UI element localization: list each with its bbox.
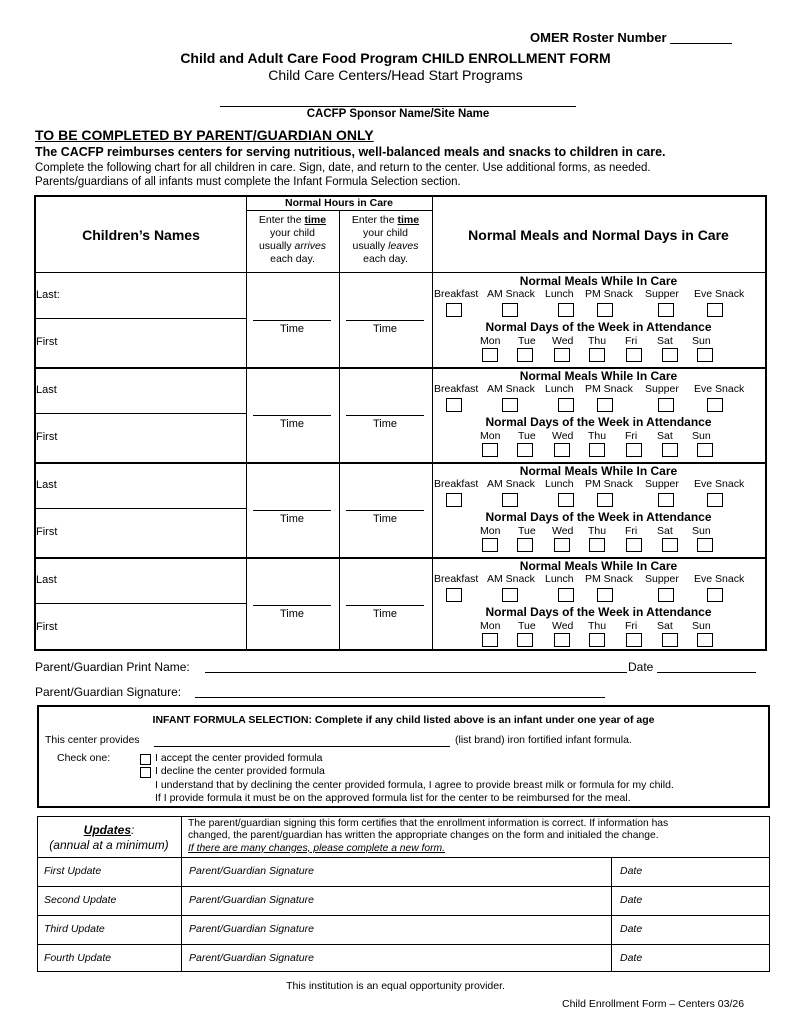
sponsor-name-field[interactable] — [220, 106, 576, 107]
meal-label: Supper — [645, 478, 679, 490]
header-arrives: Enter the time your child usually arrives each day. — [258, 214, 327, 265]
meal-checkbox[interactable] — [597, 588, 613, 602]
meal-checkbox[interactable] — [707, 303, 723, 317]
last-name-field[interactable] — [36, 318, 246, 319]
decline-checkbox[interactable] — [140, 767, 151, 778]
day-label: Sun — [692, 430, 711, 442]
day-label: Fri — [625, 620, 638, 632]
update-label: First Update — [44, 865, 102, 877]
updates-table — [37, 816, 770, 972]
infant-formula-title: INFANT FORMULA SELECTION: Complete if any child listed above is an infant under one year of age — [152, 714, 655, 726]
form-title: Child and Adult Care Food Program CHILD ENROLLMENT FORM — [180, 50, 611, 66]
last-name-label: Last: — [36, 289, 60, 301]
last-name-field[interactable] — [36, 508, 246, 509]
equal-opportunity-statement: This institution is an equal opportunity provider. — [286, 980, 505, 992]
last-name-label: Last — [36, 574, 57, 586]
day-checkbox[interactable] — [517, 538, 533, 552]
day-label: Wed — [552, 620, 574, 632]
roster-number-field[interactable] — [670, 32, 732, 44]
meal-label: Breakfast — [434, 288, 479, 300]
meal-label: PM Snack — [585, 478, 633, 490]
day-checkbox[interactable] — [589, 538, 605, 552]
updates-title: Updates: — [83, 823, 135, 837]
arrive-time-label: Time — [279, 513, 305, 525]
update-row-divider — [38, 886, 769, 887]
meal-checkbox[interactable] — [446, 303, 462, 317]
update-signature-field[interactable]: Parent/Guardian Signature — [189, 894, 314, 906]
last-name-field[interactable] — [36, 603, 246, 604]
instructions-line-1: Complete the following chart for all children in care. Sign, date, and return to the center. Use additional forms, as needed. — [35, 162, 651, 174]
days-heading: Normal Days of the Week in Attendance — [485, 605, 712, 619]
meal-checkbox[interactable] — [658, 303, 674, 317]
meals-heading: Normal Meals While In Care — [519, 369, 678, 383]
arrive-time-field[interactable] — [253, 320, 331, 321]
day-label: Sun — [692, 620, 711, 632]
update-row-divider — [38, 944, 769, 945]
meal-label: Lunch — [545, 478, 574, 490]
meal-checkbox[interactable] — [597, 493, 613, 507]
col-divider — [611, 857, 612, 971]
instructions-line-2: Parents/guardians of all infants must complete the Infant Formula Selection section. — [35, 176, 461, 188]
day-label: Tue — [518, 430, 536, 442]
understand-line-2: If I provide formula it must be on the approved formula list for the center to be reimbursed for the meal. — [155, 792, 631, 804]
form-id: Child Enrollment Form – Centers 03/26 — [562, 998, 745, 1010]
day-label: Tue — [518, 620, 536, 632]
arrive-time-label: Time — [279, 418, 305, 430]
meal-checkbox[interactable] — [707, 588, 723, 602]
roster-number — [530, 30, 732, 45]
day-label: Sat — [657, 335, 673, 347]
accept-checkbox[interactable] — [140, 754, 151, 765]
meal-checkbox[interactable] — [502, 588, 518, 602]
update-date-field[interactable]: Date — [620, 952, 643, 964]
day-label: Thu — [588, 620, 607, 632]
day-label: Sun — [692, 335, 711, 347]
print-name-label: Parent/Guardian Print Name: — [35, 660, 190, 674]
updates-certification: The parent/guardian signing this form certifies that the enrollment information is correct. If information has changed, the parent/guardian has written the appropriate changes on the form and initialed the change. If there are many changes, please complete a new form. — [188, 818, 669, 854]
day-checkbox[interactable] — [662, 348, 678, 362]
meal-label: Supper — [645, 288, 679, 300]
meal-checkbox[interactable] — [707, 493, 723, 507]
meal-label: PM Snack — [585, 573, 633, 585]
leave-time-field[interactable] — [346, 320, 424, 321]
day-label: Mon — [480, 430, 501, 442]
day-label: Fri — [625, 525, 638, 537]
first-name-label: First — [36, 621, 58, 633]
leave-time-field[interactable] — [346, 605, 424, 606]
meal-label: AM Snack — [487, 573, 535, 585]
first-name-label: First — [36, 336, 58, 348]
meal-label: PM Snack — [585, 383, 633, 395]
meal-labels — [432, 383, 765, 397]
meal-checkbox[interactable] — [446, 398, 462, 412]
day-checkbox[interactable] — [517, 633, 533, 647]
last-name-label: Last — [36, 384, 57, 396]
meal-checkbox[interactable] — [558, 398, 574, 412]
meals-heading: Normal Meals While In Care — [519, 559, 678, 573]
meal-label: Lunch — [545, 383, 574, 395]
day-label: Mon — [480, 525, 501, 537]
update-date-field[interactable]: Date — [620, 865, 643, 877]
meal-checkbox[interactable] — [558, 493, 574, 507]
accept-label: I accept the center provided formula — [155, 752, 323, 764]
meals-heading: Normal Meals While In Care — [519, 274, 678, 288]
signature-field[interactable] — [195, 697, 605, 698]
day-label: Sat — [657, 620, 673, 632]
day-checkbox[interactable] — [589, 633, 605, 647]
header-normal-hours: Normal Hours in Care — [246, 197, 432, 211]
meal-labels — [432, 288, 765, 302]
col-divider — [339, 211, 340, 649]
update-signature-field[interactable]: Parent/Guardian Signature — [189, 865, 314, 877]
update-label: Second Update — [44, 894, 117, 906]
meal-label: Supper — [645, 573, 679, 585]
header-meals-days: Normal Meals and Normal Days in Care — [468, 227, 729, 243]
day-checkbox[interactable] — [482, 633, 498, 647]
update-date-field[interactable]: Date — [620, 894, 643, 906]
meal-checkbox[interactable] — [658, 588, 674, 602]
children-table — [34, 195, 767, 651]
arrive-time-field[interactable] — [253, 605, 331, 606]
day-checkbox[interactable] — [482, 538, 498, 552]
decline-label: I decline the center provided formula — [155, 765, 325, 777]
meal-label: Breakfast — [434, 478, 479, 490]
meal-checkbox[interactable] — [658, 493, 674, 507]
last-name-label: Last — [36, 479, 57, 491]
meal-checkbox[interactable] — [502, 493, 518, 507]
arrive-time-field[interactable] — [253, 415, 331, 416]
day-label: Thu — [588, 525, 607, 537]
day-checkbox[interactable] — [697, 443, 713, 457]
day-checkbox[interactable] — [697, 633, 713, 647]
print-name-field[interactable] — [205, 672, 627, 673]
day-labels — [432, 335, 765, 349]
day-label: Wed — [552, 430, 574, 442]
form-subtitle: Child Care Centers/Head Start Programs — [268, 67, 523, 83]
update-label: Fourth Update — [44, 952, 112, 964]
day-checkbox[interactable] — [554, 443, 570, 457]
meal-checkbox[interactable] — [707, 398, 723, 412]
day-label: Tue — [518, 525, 536, 537]
meal-label: Lunch — [545, 288, 574, 300]
meal-label: Breakfast — [434, 573, 479, 585]
meal-label: PM Snack — [585, 288, 633, 300]
meal-label: AM Snack — [487, 478, 535, 490]
day-checkbox[interactable] — [697, 348, 713, 362]
meal-label: Lunch — [545, 573, 574, 585]
day-label: Fri — [625, 430, 638, 442]
update-label: Third Update — [44, 923, 105, 935]
meal-checkbox[interactable] — [597, 303, 613, 317]
meal-label: Supper — [645, 383, 679, 395]
meals-heading: Normal Meals While In Care — [519, 464, 678, 478]
leave-time-label: Time — [372, 418, 398, 430]
meal-label: Eve Snack — [694, 573, 745, 585]
leave-time-label: Time — [372, 323, 398, 335]
days-heading: Normal Days of the Week in Attendance — [485, 320, 712, 334]
meal-label: Eve Snack — [694, 383, 745, 395]
date-field[interactable] — [657, 672, 756, 673]
day-labels — [432, 620, 765, 634]
leave-time-field[interactable] — [346, 415, 424, 416]
arrive-time-label: Time — [279, 323, 305, 335]
day-label: Sat — [657, 430, 673, 442]
update-date-field[interactable]: Date — [620, 923, 643, 935]
day-checkbox[interactable] — [554, 348, 570, 362]
day-checkbox[interactable] — [589, 443, 605, 457]
first-name-label: First — [36, 431, 58, 443]
meal-labels — [432, 478, 765, 492]
day-label: Mon — [480, 620, 501, 632]
updates-subtitle: (annual at a minimum) — [49, 838, 169, 852]
meal-checkbox[interactable] — [502, 398, 518, 412]
day-checkbox[interactable] — [662, 633, 678, 647]
infant-formula-section — [37, 705, 770, 808]
meal-checkbox[interactable] — [597, 398, 613, 412]
meal-label: Eve Snack — [694, 288, 745, 300]
col-divider — [181, 817, 182, 971]
first-name-label: First — [36, 526, 58, 538]
day-checkbox[interactable] — [626, 348, 642, 362]
parent-only-heading: TO BE COMPLETED BY PARENT/GUARDIAN ONLY — [35, 127, 374, 143]
day-checkbox[interactable] — [626, 538, 642, 552]
meal-checkbox[interactable] — [658, 398, 674, 412]
leave-time-field[interactable] — [346, 510, 424, 511]
meal-checkbox[interactable] — [446, 588, 462, 602]
day-label: Tue — [518, 335, 536, 347]
formula-brand-field[interactable] — [154, 746, 450, 747]
day-checkbox[interactable] — [517, 443, 533, 457]
last-name-field[interactable] — [36, 413, 246, 414]
signature-label: Parent/Guardian Signature: — [35, 685, 182, 699]
roster-label: OMER Roster Number — [530, 30, 667, 45]
day-label: Thu — [588, 430, 607, 442]
days-heading: Normal Days of the Week in Attendance — [485, 510, 712, 524]
day-checkbox[interactable] — [517, 348, 533, 362]
day-checkbox[interactable] — [662, 443, 678, 457]
day-checkbox[interactable] — [662, 538, 678, 552]
list-brand-label: (list brand) iron fortified infant formula. — [455, 734, 632, 746]
meal-label: Eve Snack — [694, 478, 745, 490]
update-row-divider — [38, 915, 769, 916]
instructions — [35, 161, 651, 189]
leave-time-label: Time — [372, 608, 398, 620]
day-label: Fri — [625, 335, 638, 347]
day-label: Wed — [552, 525, 574, 537]
meal-label: Breakfast — [434, 383, 479, 395]
meal-checkbox[interactable] — [502, 303, 518, 317]
day-checkbox[interactable] — [626, 443, 642, 457]
meal-label: AM Snack — [487, 383, 535, 395]
day-checkbox[interactable] — [589, 348, 605, 362]
meal-checkbox[interactable] — [446, 493, 462, 507]
arrive-time-field[interactable] — [253, 510, 331, 511]
sponsor-label: CACFP Sponsor Name/Site Name — [306, 108, 490, 120]
day-labels — [432, 525, 765, 539]
day-checkbox[interactable] — [554, 633, 570, 647]
header-divider — [36, 272, 765, 273]
meal-labels — [432, 573, 765, 587]
day-label: Sun — [692, 525, 711, 537]
header-leaves: Enter the time your child usually leaves each day. — [351, 214, 420, 265]
meal-checkbox[interactable] — [558, 303, 574, 317]
day-label: Mon — [480, 335, 501, 347]
leave-time-label: Time — [372, 513, 398, 525]
check-one-label: Check one: — [57, 752, 111, 764]
day-label: Wed — [552, 335, 574, 347]
understand-line-1: I understand that by declining the center provided formula, I agree to provide breast milk or formula for my child. — [155, 779, 674, 791]
day-label: Sat — [657, 525, 673, 537]
days-heading: Normal Days of the Week in Attendance — [485, 415, 712, 429]
day-checkbox[interactable] — [626, 633, 642, 647]
day-checkbox[interactable] — [697, 538, 713, 552]
header-childrens-names: Children’s Names — [82, 227, 200, 243]
arrive-time-label: Time — [279, 608, 305, 620]
update-row-divider — [38, 857, 769, 858]
day-checkbox[interactable] — [554, 538, 570, 552]
day-checkbox[interactable] — [482, 348, 498, 362]
reimburse-statement: The CACFP reimburses centers for serving nutritious, well-balanced meals and snacks to children in care. — [35, 145, 666, 159]
meal-label: AM Snack — [487, 288, 535, 300]
update-signature-field[interactable]: Parent/Guardian Signature — [189, 952, 314, 964]
day-label: Thu — [588, 335, 607, 347]
day-labels — [432, 430, 765, 444]
meal-checkbox[interactable] — [558, 588, 574, 602]
provides-label: This center provides — [45, 734, 140, 746]
update-signature-field[interactable]: Parent/Guardian Signature — [189, 923, 314, 935]
day-checkbox[interactable] — [482, 443, 498, 457]
date-label: Date — [628, 660, 654, 674]
